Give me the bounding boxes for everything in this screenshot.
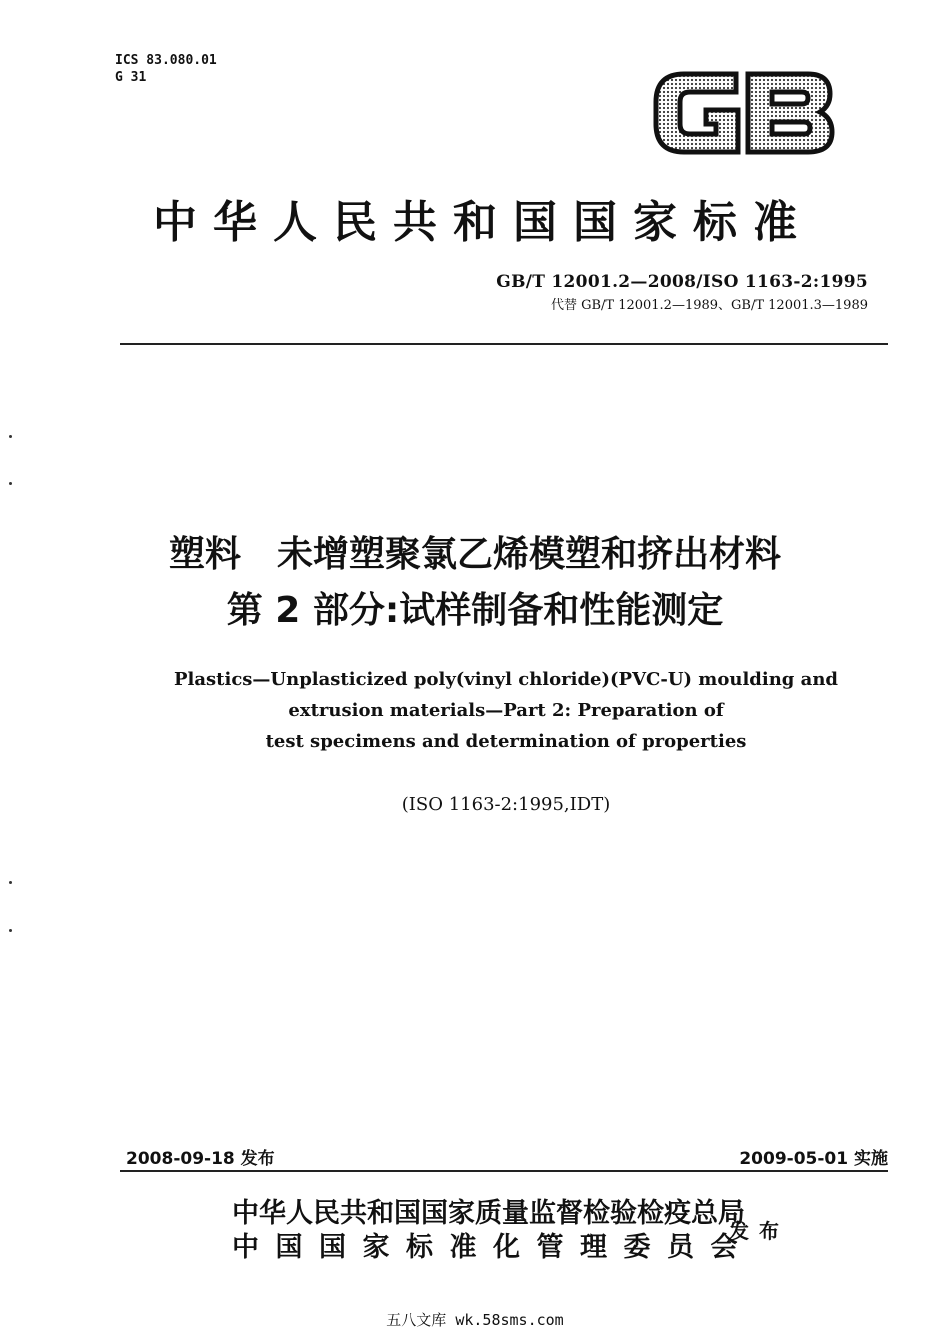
iso-equivalence: (ISO 1163-2:1995,IDT)	[401, 794, 611, 815]
english-title	[0, 664, 950, 757]
footer-watermark: 五八文库 wk.58sms.com	[386, 1311, 564, 1329]
scan-dot	[9, 435, 12, 438]
chinese-title-line-1: 塑料 未增塑聚氯乙烯模塑和挤出材料	[168, 534, 781, 575]
english-title-line-3: test specimens and determination of properties	[265, 731, 747, 752]
issue-date: 2008-09-18 发布	[126, 1149, 275, 1169]
scan-dot	[9, 881, 12, 884]
publish-label: 发布	[729, 1219, 789, 1243]
issuer-line-1: 中华人民共和国国家质量监督检验检疫总局	[232, 1198, 745, 1229]
bottom-divider	[120, 1170, 888, 1172]
standard-number-block	[496, 272, 868, 313]
english-title-line-2: extrusion materials—Part 2: Preparation of	[288, 700, 724, 721]
issuer-line-2: 中国国家标准化管理委员会	[232, 1232, 754, 1263]
scan-dot	[9, 482, 12, 485]
ccs-code: G 31	[115, 70, 147, 85]
scan-dot	[9, 929, 12, 932]
english-title-line-1: Plastics—Unplasticized poly(vinyl chloride)(PVC-U) moulding and	[174, 669, 838, 690]
national-standard-title: 中华人民共和国国家标准	[153, 197, 813, 248]
replaces-standards: 代替 GB/T 12001.2—1989、GB/T 12001.3—1989	[550, 298, 868, 313]
issuing-authorities	[232, 1197, 754, 1265]
implementation-date: 2009-05-01 实施	[739, 1149, 888, 1169]
gb-logo	[650, 66, 838, 158]
chinese-title-line-2: 第 2 部分:试样制备和性能测定	[226, 590, 724, 631]
standard-number: GB/T 12001.2—2008/ISO 1163-2:1995	[496, 272, 868, 292]
top-divider	[120, 343, 888, 345]
ics-code: ICS 83.080.01	[115, 53, 217, 68]
classification-codes	[115, 52, 217, 86]
